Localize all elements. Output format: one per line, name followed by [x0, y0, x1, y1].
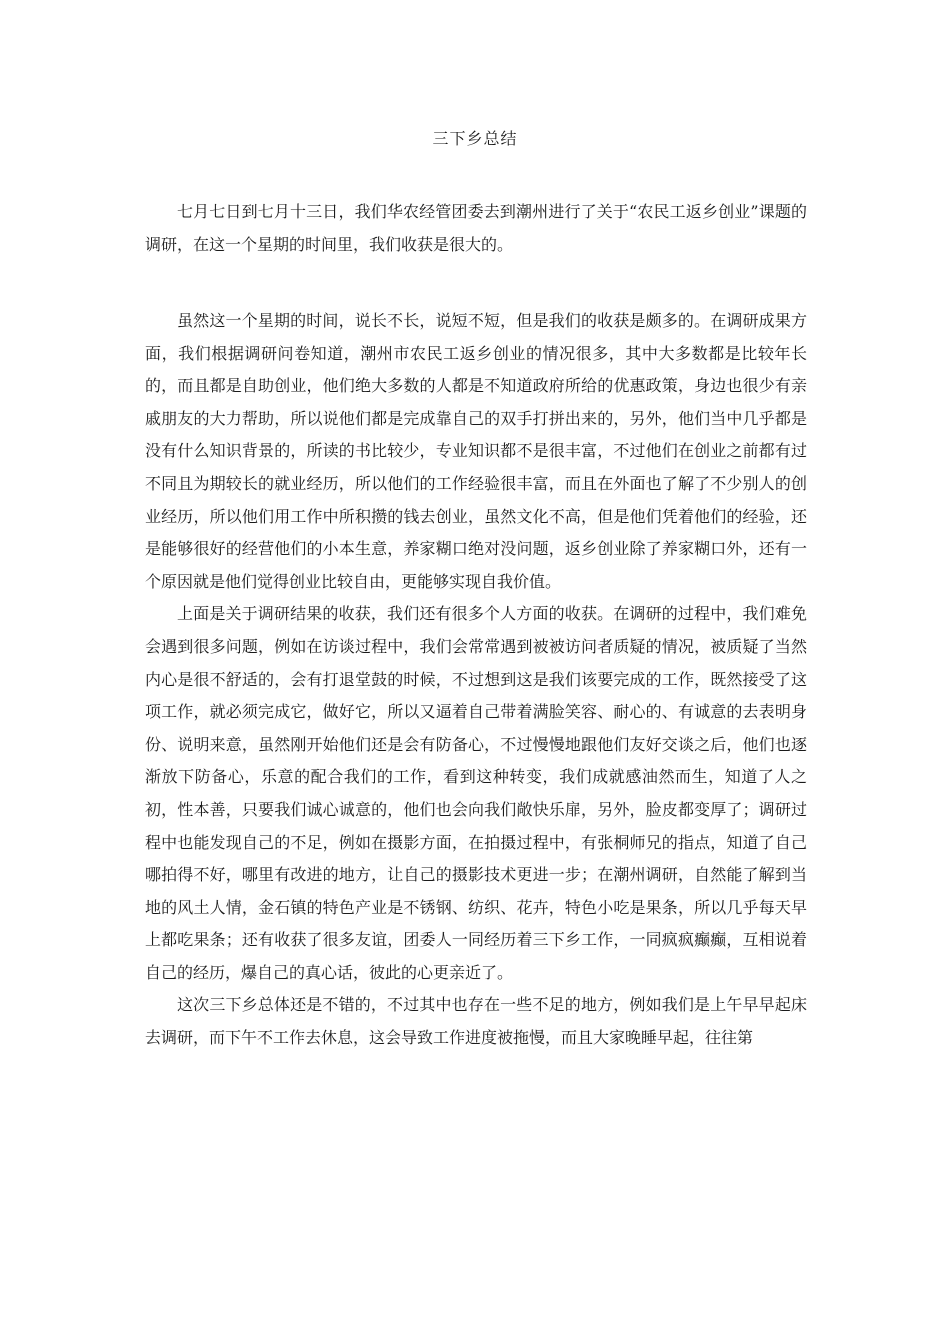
- document-title: 三下乡总结: [432, 129, 518, 148]
- paragraph-4: 这次三下乡总体还是不错的，不过其中也存在一些不足的地方，例如我们是上午早早起床去调研，而下午不工作去休息，这会导致工作进度被拖慢，而且大家晚睡早起，往往第: [145, 995, 807, 1048]
- paragraph-1: 七月七日到七月十三日，我们华农经管团委去到潮州进行了关于“农民工返乡创业”课题的调研，在这一个星期的时间里，我们收获是很大的。: [145, 202, 807, 254]
- body-section-intro: [145, 196, 807, 261]
- paragraph-2: 虽然这一个星期的时间，说长不长，说短不短，但是我们的收获是颇多的。在调研成果方面，我们根据调研问卷知道，潮州市农民工返乡创业的情况很多，其中大多数都是比较年长的，而且都是自助创业，他们绝大多数的人都是不知道政府所给的优惠政策，身边也很少有亲戚朋友的大力帮助，所以说他们都是完成靠自己的双手打拼出来的，另外，他们当中几乎都是没有什么知识背景的，所读的书比较少，专业知识都不是很丰富，不过他们在创业之前都有过不同且为期较长的就业经历，所以他们的工作经验很丰富，而且在外面也了解了不少别人的创业经历，所以他们用工作中所积攒的钱去创业，虽然文化不高，但是他们凭着他们的经验，还是能够很好的经营他们的小本生意，养家糊口绝对没问题，返乡创业除了养家糊口外，还有一个原因就是他们觉得创业比较自由，更能够实现自我价值。: [145, 311, 807, 591]
- paragraph-3: 上面是关于调研结果的收获，我们还有很多个人方面的收获。在调研的过程中，我们难免会遇到很多问题，例如在访谈过程中，我们会常常遇到被被访问者质疑的情况，被质疑了当然内心是很不舒适的，会有打退堂鼓的时候，不过想到这是我们该要完成的工作，既然接受了这项工作，就必须完成它，做好它，所以又逼着自己带着满脸笑容、耐心的、有诚意的去表明身份、说明来意，虽然刚开始他们还是会有防备心，不过慢慢地跟他们友好交谈之后，他们也逐渐放下防备心，乐意的配合我们的工作，看到这种转变，我们成就感油然而生，知道了人之初，性本善，只要我们诚心诚意的，他们也会向我们敞快乐扉，另外，脸皮都变厚了；调研过程中也能发现自己的不足，例如在摄影方面，在拍摄过程中，有张桐师兄的指点，知道了自己哪拍得不好，哪里有改进的地方，让自己的摄影技术更进一步；在潮州调研，自然能了解到当地的风土人情，金石镇的特色产业是不锈钢、纺织、花卉，特色小吃是果条，所以几乎每天早上都吃果条；还有收获了很多友谊，团委人一同经历着三下乡工作，一同疯疯癫癫，互相说着自己的经历，爆自己的真心话，彼此的心更亲近了。: [145, 604, 807, 982]
- body-section-main: [145, 305, 807, 1055]
